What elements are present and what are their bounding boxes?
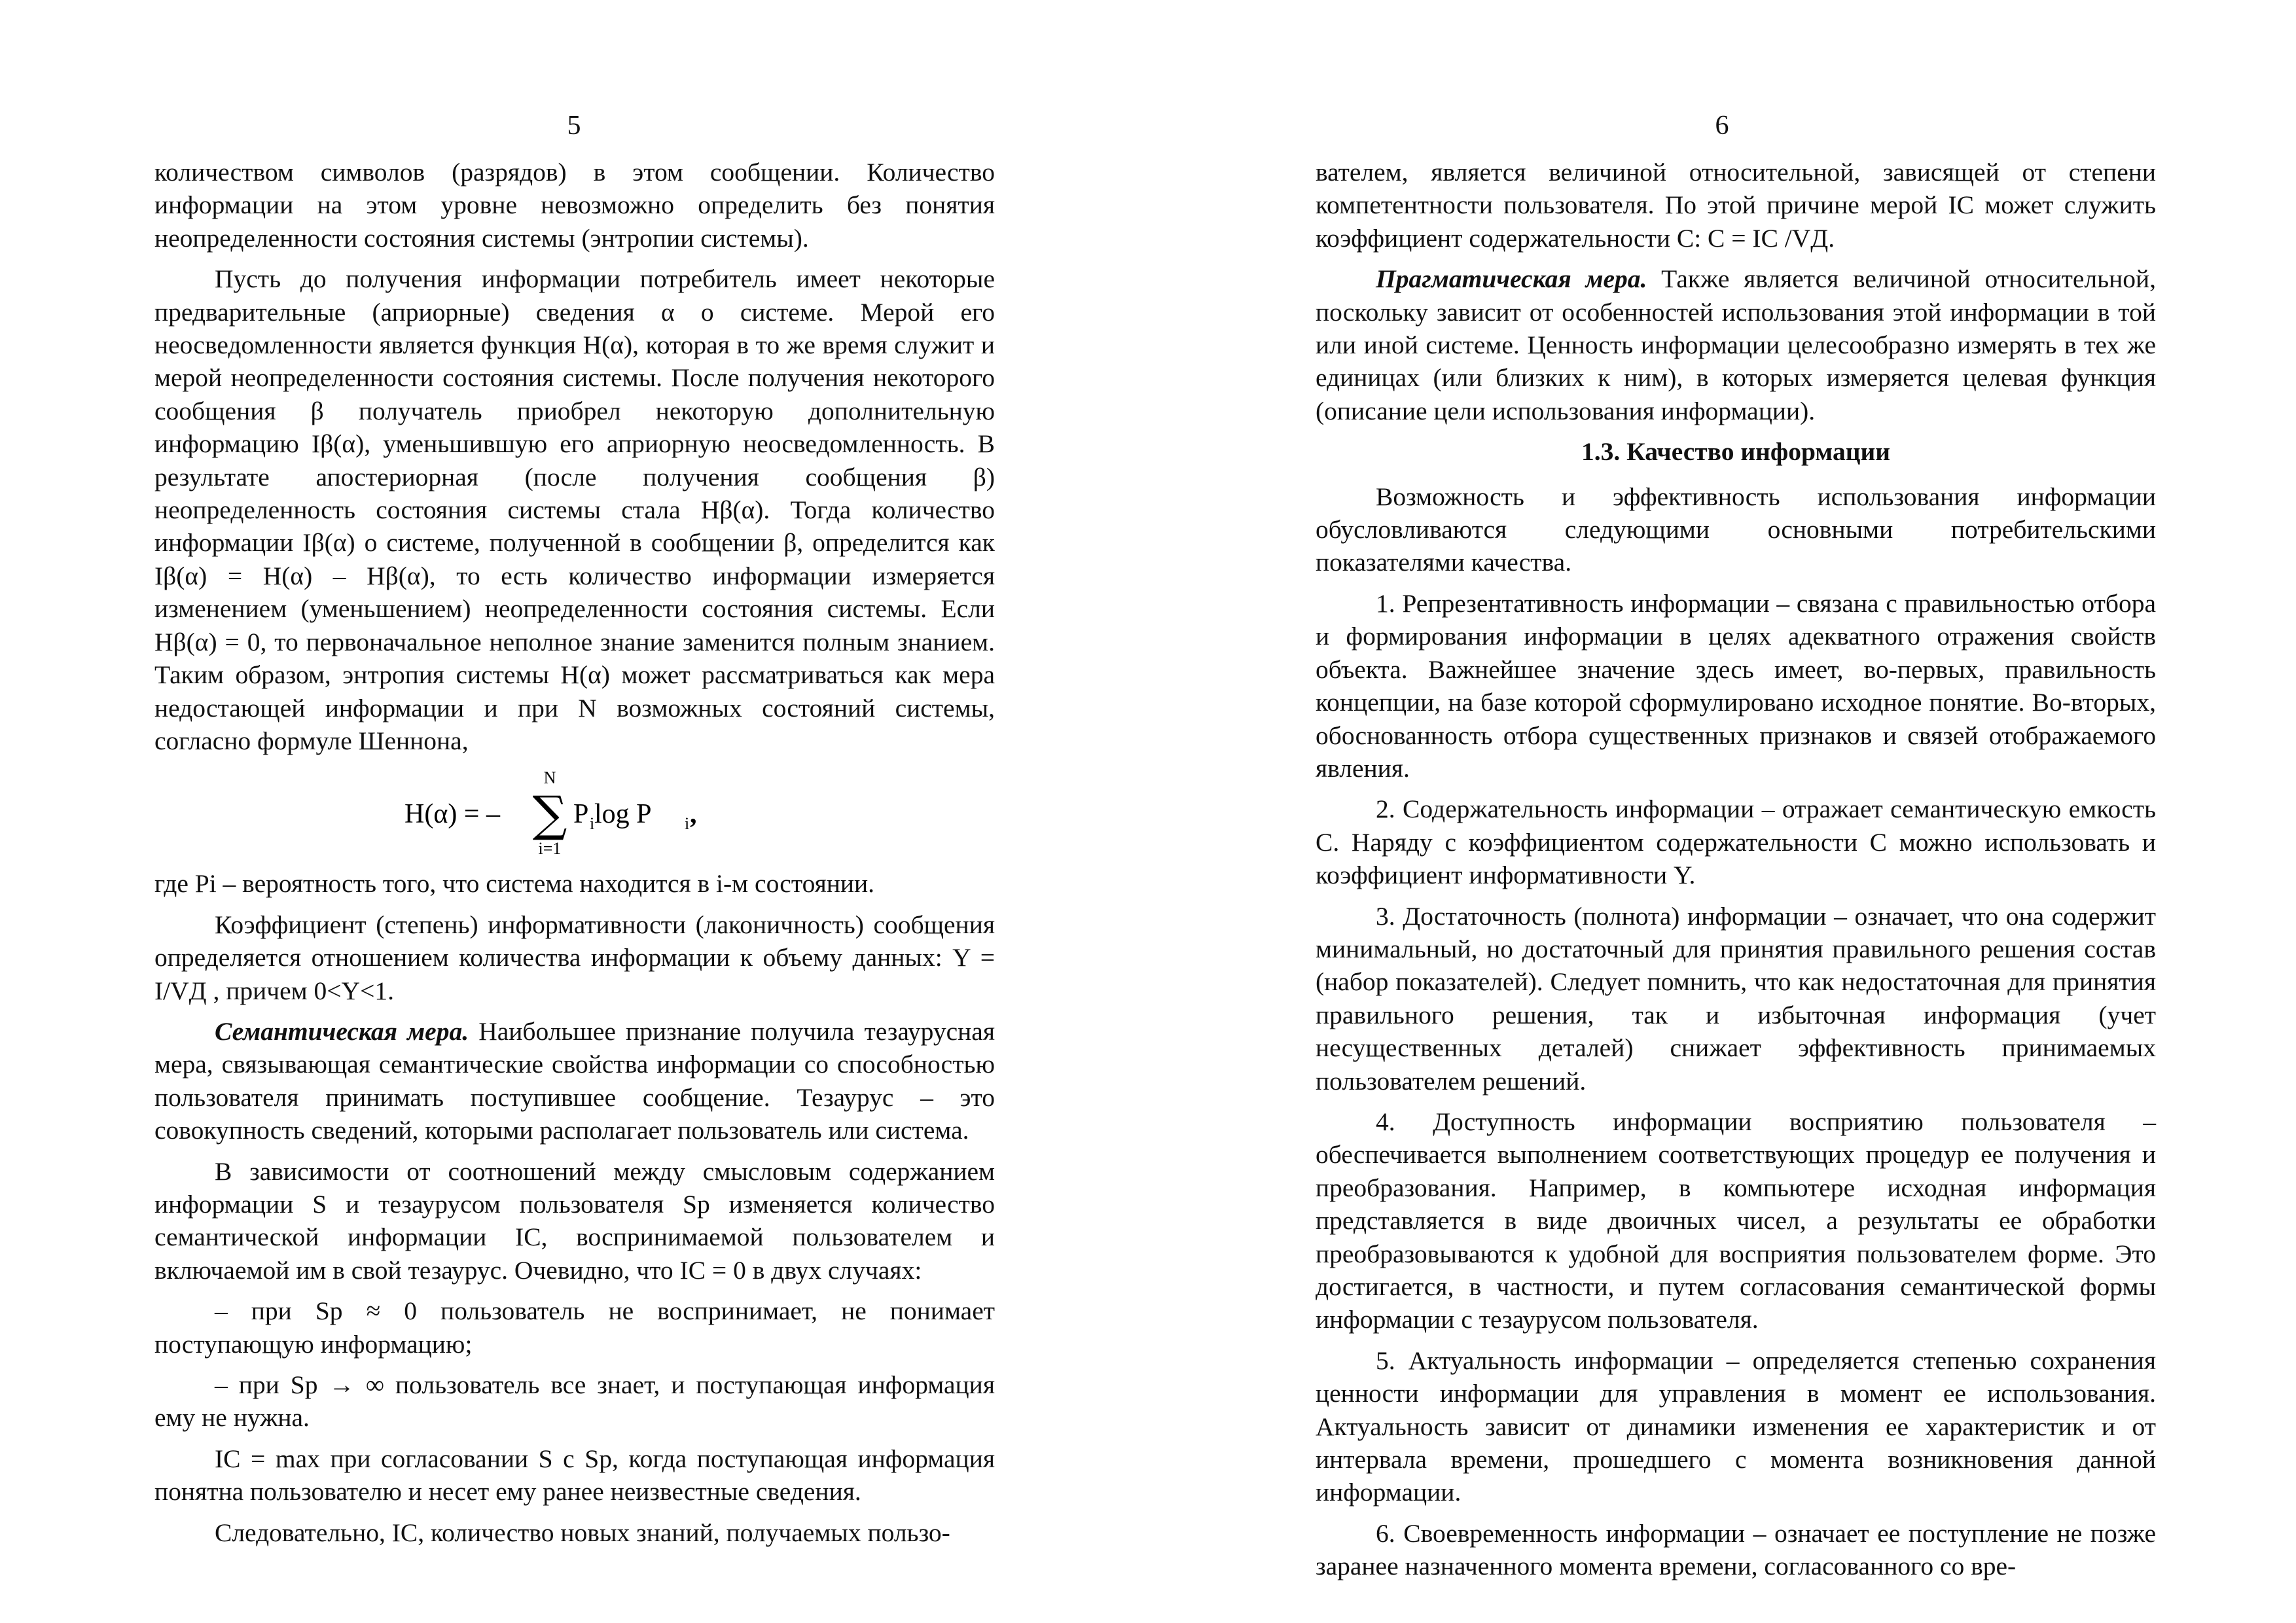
page-number: 6 <box>1715 111 1729 141</box>
paragraph-pragmatic <box>1316 262 2156 427</box>
formula-tail: , <box>690 799 697 830</box>
paragraph: вателем, является величиной относительной, зависящей от степени компетентности пользователя. По этой причине мерой IC может служить коэффициент содержательности C: C = IC /VД. <box>1316 158 2156 253</box>
paragraph: IC = max при согласовании S с Sp, когда поступающая информация понятна пользователю и несет ему ранее неизвестные сведения. <box>154 1444 995 1507</box>
paragraph: Следовательно, IC, количество новых знаний, получаемых пользо- <box>215 1518 950 1547</box>
paragraph: Возможность и эффективность использования информации обусловливаются следующими основными потребительскими показателями качества. <box>1316 482 2156 577</box>
list-item: 5. Актуальность информации – определяется степенью сохранения ценности информации для управления в момент ее использования. Актуальность зависит от динамики изменения ее характеристик и от интервала времени, прошедшего с момента возникновения данной информации. <box>1316 1346 2156 1507</box>
formula-lhs: H(α) = – <box>404 799 500 830</box>
list-item: 6. Своевременность информации – означает ее поступление не позже заранее назначенного момента времени, согласованного со вре- <box>1316 1518 2156 1581</box>
paragraph: количеством символов (разрядов) в этом сообщении. Количество информации на этом уровне невозможно определить без понятия неопределенности состояния системы (энтропии системы). <box>154 158 995 253</box>
left-page-body <box>154 156 995 1557</box>
list-item: 2. Содержательность информации – отражает семантическую емкость C. Наряду с коэффициентом содержательности C можно использовать и коэффициент информативности Y. <box>1316 794 2156 890</box>
paragraph-semantic <box>154 1015 995 1147</box>
right-page-body <box>1316 156 2156 1591</box>
right-page <box>1148 0 2296 1623</box>
formula-log-sub: i <box>685 814 690 834</box>
formula-sum-upper: N <box>543 768 556 788</box>
formula-body-sub: i <box>590 814 595 834</box>
paragraph: – при Sp → ∞ пользователь все знает, и поступающая информация ему не нужна. <box>154 1370 995 1433</box>
paragraph: Пусть до получения информации потребитель имеет некоторые предварительные (априорные) сведения α о системе. Мерой его неосведомленности является функция H(α), которая в то же время служит и мерой неопределенности состояния системы. После получения некоторого сообщения β получатель приобрел некоторую дополнительную информацию Iβ(α), уменьшившую его априорную неосведомленность. В результате апостериорная (после получения сообщения β) неопределенность состояния системы стала Hβ(α). Тогда количество информации Iβ(α) о системе, полученной в сообщении β, определится как Iβ(α) = H(α) – Hβ(α), то есть количество информации измеряется изменением (уменьшением) неопределенности состояния системы. Если Hβ(α) = 0, то первоначальное неполное знание заменится полным знанием. Таким образом, энтропия системы H(α) может рассматриваться как мера недостающей информации и при N возможных состояний системы, согласно формуле Шеннона, <box>154 264 995 755</box>
term-pragmatic: Прагматическая мера. <box>1376 264 1647 294</box>
formula-sum-symbol: ∑ <box>532 786 567 843</box>
page-number: 5 <box>567 111 581 141</box>
shannon-formula <box>154 765 995 863</box>
section-title: 1.3. Качество информации <box>1581 437 1890 467</box>
list-item: 3. Достаточность (полнота) информации – означает, что она содержит минимальный, но достаточный для принятия правильного решения состав (набор показателей). Следует помнить, что как недостаточная для принятия правильного решения, так и избыточная информация (учет несущественных деталей) снижает эффективность принимаемых пользователем решений. <box>1316 901 2156 1096</box>
formula-sum-lower: i=1 <box>538 839 562 859</box>
list-item: 1. Репрезентативность информации – связана с правильностью отбора и формирования информации в целях адекватного отражения свойств объекта. Важнейшее значение здесь имеет, во-первых, правильность концепции, на базе которой сформулировано исходное понятие. Во-вторых, обоснованность отбора существенных признаков и связей отображаемого явления. <box>1316 588 2156 783</box>
formula-log: log P <box>594 799 652 830</box>
paragraph: – при Sp ≈ 0 пользователь не воспринимает, не понимает поступающую информацию; <box>154 1296 995 1359</box>
paragraph: где Pi – вероятность того, что система находится в i-м состоянии. <box>154 869 875 899</box>
pragmatic-text: Также является величиной относительной, поскольку зависит от особенностей использования этой информации в той или иной системе. Ценность информации целесообразно измерять в тех же единицах (или близких к ним), в которых измеряется целевая функция (описание цели использования информации). <box>1316 264 2157 425</box>
paragraph: В зависимости от соотношений между смысловым содержанием информации S и тезаурусом пользователя Sp изменяется количество семантической информации IC, воспринимаемой пользователем и включаемой им в свой тезаурус. Очевидно, что IC = 0 в двух случаях: <box>154 1156 995 1285</box>
formula-body: P <box>573 799 589 830</box>
semantic-text: Наибольшее признание получила тезаурусная мера, связывающая семантические свойства информации со способностью пользователя принимать поступившее сообщение. Тезаурус – это совокупность сведений, которыми располагает пользователь или система. <box>154 1016 995 1145</box>
list-item: 4. Доступность информации восприятию пользователя – обеспечивается выполнением соответствующих процедур ее получения и преобразования. Например, в компьютере исходная информация представляется в виде двоичных чисел, а результаты ее обработки преобразовываются к удобной для восприятия пользователем форме. Это достигается, в частности, и путем согласования семантической формы информации с тезаурусом пользователя. <box>1316 1107 2156 1334</box>
term-semantic: Семантическая мера. <box>215 1016 469 1046</box>
paragraph: Коэффициент (степень) информативности (лаконичность) сообщения определяется отношением количества информации к объему данных: Y = I/VД , причем 0<Y<1. <box>154 910 995 1005</box>
